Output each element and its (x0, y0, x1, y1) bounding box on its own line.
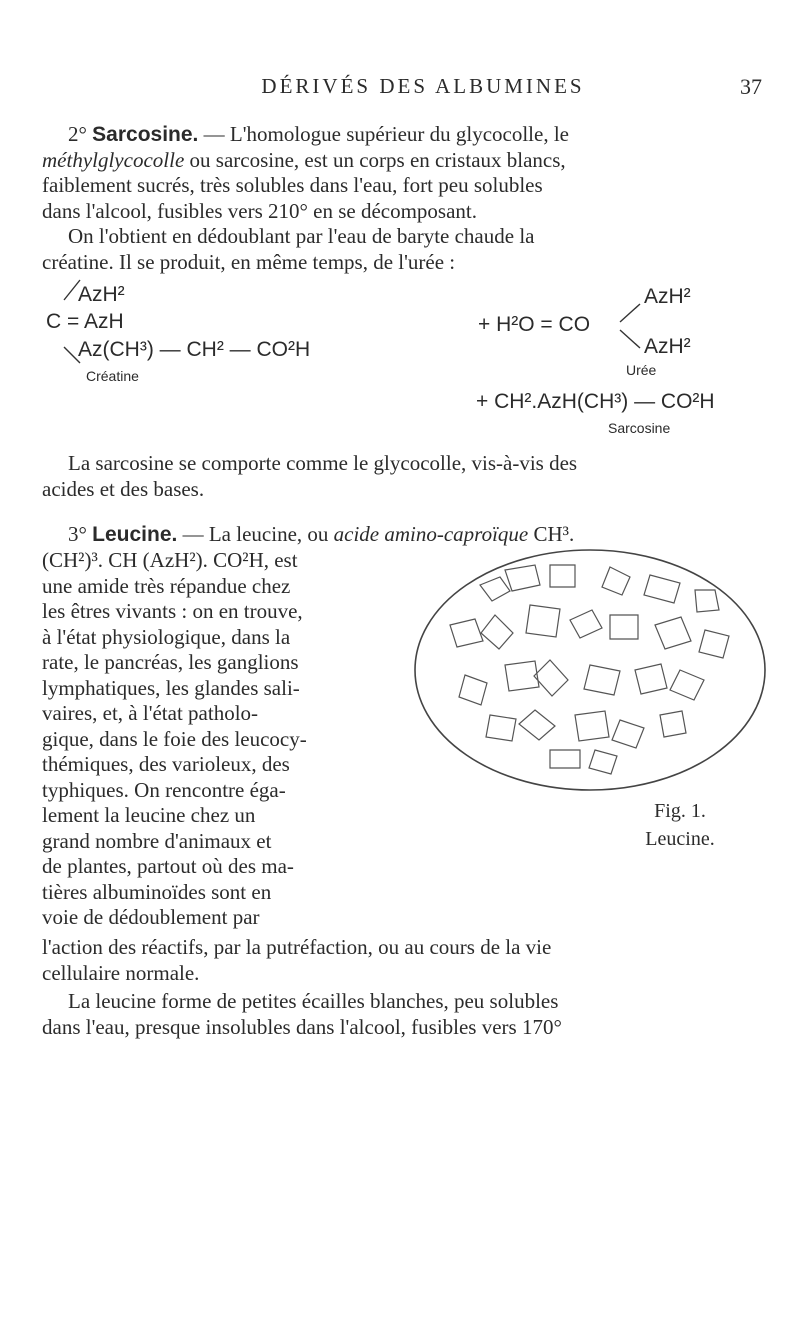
column-line: lement la leucine chez un (42, 803, 256, 827)
column-line: grand nombre d'animaux et (42, 828, 272, 853)
text-line: — La leucine, ou (177, 522, 334, 546)
column-line: lymphatiques, les glandes sali- (42, 675, 300, 700)
text-line: l'action des réactifs, par la putréfaction, ou au cours de la vie (42, 935, 552, 959)
text-line: CH³. (528, 522, 575, 546)
section-number: 3° (68, 522, 87, 546)
leucine-paragraph-end (42, 935, 768, 986)
water-and-urea: + H²O = CO (478, 313, 591, 336)
column-line: à l'état physiologique, dans la (42, 624, 291, 649)
creatine-bottom: Az(CH³) — CH² — CO²H (78, 338, 311, 361)
text-line: faiblement sucrés, très solubles dans l'eau, fort peu solubles (42, 173, 543, 197)
column-line: vaires, et, à l'état patholo- (42, 701, 259, 725)
creatine-middle: C = AzH (46, 310, 124, 333)
leucine-properties-paragraph (42, 989, 768, 1040)
text-line: dans l'alcool, fusibles vers 210° en se décomposant. (42, 198, 478, 223)
urea-label: Urée (626, 362, 657, 378)
column-line: typhiques. On rencontre éga- (42, 777, 286, 802)
figure-label: Fig. 1. (654, 800, 706, 822)
sarcosine-behaviour-paragraph (42, 451, 768, 502)
figure-caption: Leucine. (645, 828, 715, 850)
italic-term: méthylglycocolle (42, 147, 185, 172)
section-heading-leucine: Leucine. (92, 523, 178, 546)
column-line: les êtres vivants : on en trouve, (42, 599, 303, 623)
column-line: thémiques, des varioleux, des (42, 752, 290, 776)
leucine-column-text (42, 548, 397, 931)
column-line: tières albuminoïdes sont en (42, 879, 272, 904)
section-number: 2° (68, 122, 87, 146)
urea-bottom: AzH² (644, 335, 691, 358)
text-line: ou sarcosine, est un corps en cristaux blancs, (184, 147, 566, 172)
section-heading-sarcosine: Sarcosine. (92, 123, 199, 146)
urea-top: AzH² (644, 285, 691, 308)
text-line: acides et des bases. (42, 476, 205, 501)
text-line: dans l'eau, presque insolubles dans l'alcool, fusibles vers 170° (42, 1014, 562, 1039)
sarcosine-label: Sarcosine (608, 420, 671, 436)
column-line: de plantes, partout où des ma- (42, 854, 294, 878)
text-line: — L'homologue supérieur du glycocolle, le (198, 122, 569, 146)
column-line: voie de dédoublement par (42, 905, 260, 929)
page-number: 37 (740, 74, 762, 99)
running-head-title: DÉRIVÉS DES ALBUMINES (261, 74, 585, 98)
sarcosine-product: + CH².AzH(CH³) — CO²H (476, 390, 715, 413)
column-line: (CH²)³. CH (AzH²). CO²H, est (42, 548, 298, 572)
creatine-label: Créatine (86, 368, 139, 384)
column-line: une amide très répandue chez (42, 573, 291, 598)
italic-term: acide amino-caproïque (333, 522, 529, 546)
text-line: créatine. Il se produit, en même temps, de l'urée : (42, 249, 456, 274)
crystal-illustration (410, 545, 770, 795)
text-line: On l'obtient en dédoublant par l'eau de baryte chaude la (68, 224, 535, 248)
column-line: rate, le pancréas, les ganglions (42, 650, 299, 674)
text-line: La sarcosine se comporte comme le glycocolle, vis-à-vis des (68, 451, 578, 475)
creatine-top-group: AzH² (78, 283, 125, 306)
text-line: cellulaire normale. (42, 960, 200, 985)
column-line: gique, dans le foie des leucocy- (42, 726, 307, 751)
text-line: La leucine forme de petites écailles blanches, peu solubles (68, 989, 559, 1013)
leucine-figure (410, 545, 770, 875)
leucine-heading-line (42, 522, 768, 548)
